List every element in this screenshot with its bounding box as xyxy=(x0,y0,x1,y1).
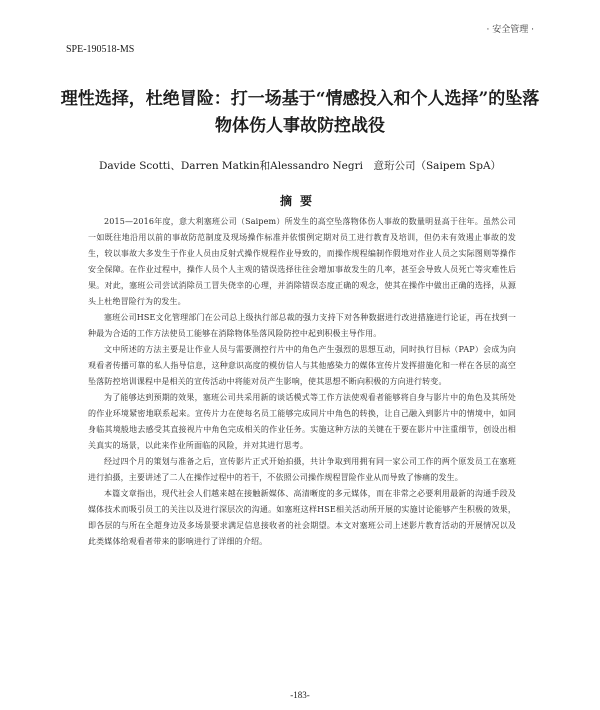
abstract-body xyxy=(88,214,516,550)
abstract-heading: 摘要 xyxy=(279,194,320,208)
paper-title: 理性选择，杜绝冒险：打一场基于“情感投入和个人选择”的坠落物体伤人事故防控战役 xyxy=(60,89,540,136)
page-number: -183- xyxy=(290,690,310,700)
abstract-paragraph-2: 塞班公司HSE文化管理部门在公司总上级执行部总裁的强力支持下对各种数据进行改进措施进行论证，再在找到一种最为合适的工作方法使员工能够在消除物体坠落风险防控中起到积极主导作用。 xyxy=(88,313,516,338)
section-label: · 安全管理 · xyxy=(486,25,534,35)
abstract-paragraph-3: 文中所述的方法主要是让作业人员与需要测控行片中的角色产生强烈的思想互动，同时执行目标（PAP）会成为向观看者传播可靠的私人指导信息，这种意识高度的模仿信人与其他感染力的媒体宣传片发挥措施化和一样在各层的高空坠落防控培训课程中是相关的宣传活动中将能对员产生影响，使其思想不断向积极的方向进行转变。 xyxy=(88,345,516,386)
abstract-paragraph-4: 为了能够达到预期的效果，塞班公司共采用新的谈话模式等工作方法使观看者能够将自身与影片中的角色及其所处的作业环境紧密地联系起来。宣传片力在使每名员工能够完成同片中角色的转换，让自己融入到影片中的情境中，如同身临其境般地去感受其直接视片中角色完成相关的作业任务。实施这种方法的关键在于要在影片中注重细节，创设出相关真实的场景，以此来作业所面临的风险，并对其进行思考。 xyxy=(88,393,516,450)
author-line: Davide Scotti、Darren Matkin和Alessandro Negri 意珩公司（Saipem SpA） xyxy=(98,160,502,172)
document-id: SPE-190518-MS xyxy=(66,44,135,55)
abstract-paragraph-6: 本篇文章指出，现代社会人们越来越在接触新媒体、高清晰度的多元媒体，而在非常之必要利用最新的沟通手段及媒体技术而吸引员工的关注以及进行深层次的沟通。如塞班这样HSE相关活动所开展的实施讨论能够产生积极的效果，即各层的与所在全超身边及多场景要求满足信息接收者的社会期望。本文对塞班公司上述影片教育活动的开展情况以及此类媒体给观看者带来的影响进行了详细的介绍。 xyxy=(88,489,516,546)
abstract-paragraph-5: 经过四个月的策划与准备之后，宣传影片正式开始拍摄，共计争取到用拥有同一家公司工作的两个原发员工在塞班进行拍摄，主要讲述了二人在操作过程中的若干，不依照公司操作规程冒险作业从而导致了惨痛的发生。 xyxy=(88,457,516,482)
abstract-paragraph-1: 2015—2016年度，意大利塞班公司（Saipem）所发生的高空坠落物体伤人事故的数量明显高于往年。虽然公司一如既往地沿用以前的事故防范制度及现场操作标准并依惯例定期对员工进行教育及培训，但仍未有效遏止事故的发生，较以事故大多发生于作业人员由反射式操作规程作业导致的，而操作规程编制作假地对作业人员之实际图则等操作安全保障。在作业过程中，操作人员个人主观的错误选择往往会增加事故发生的几率，甚至会导致人员死亡等灾难性后果。对此，塞班公司尝试消除员工冒失侥幸的心理，并消除错误态度正确的观念，使其在操作中做出正确的选择，从源头上杜绝冒险行为的发生。 xyxy=(88,217,516,306)
